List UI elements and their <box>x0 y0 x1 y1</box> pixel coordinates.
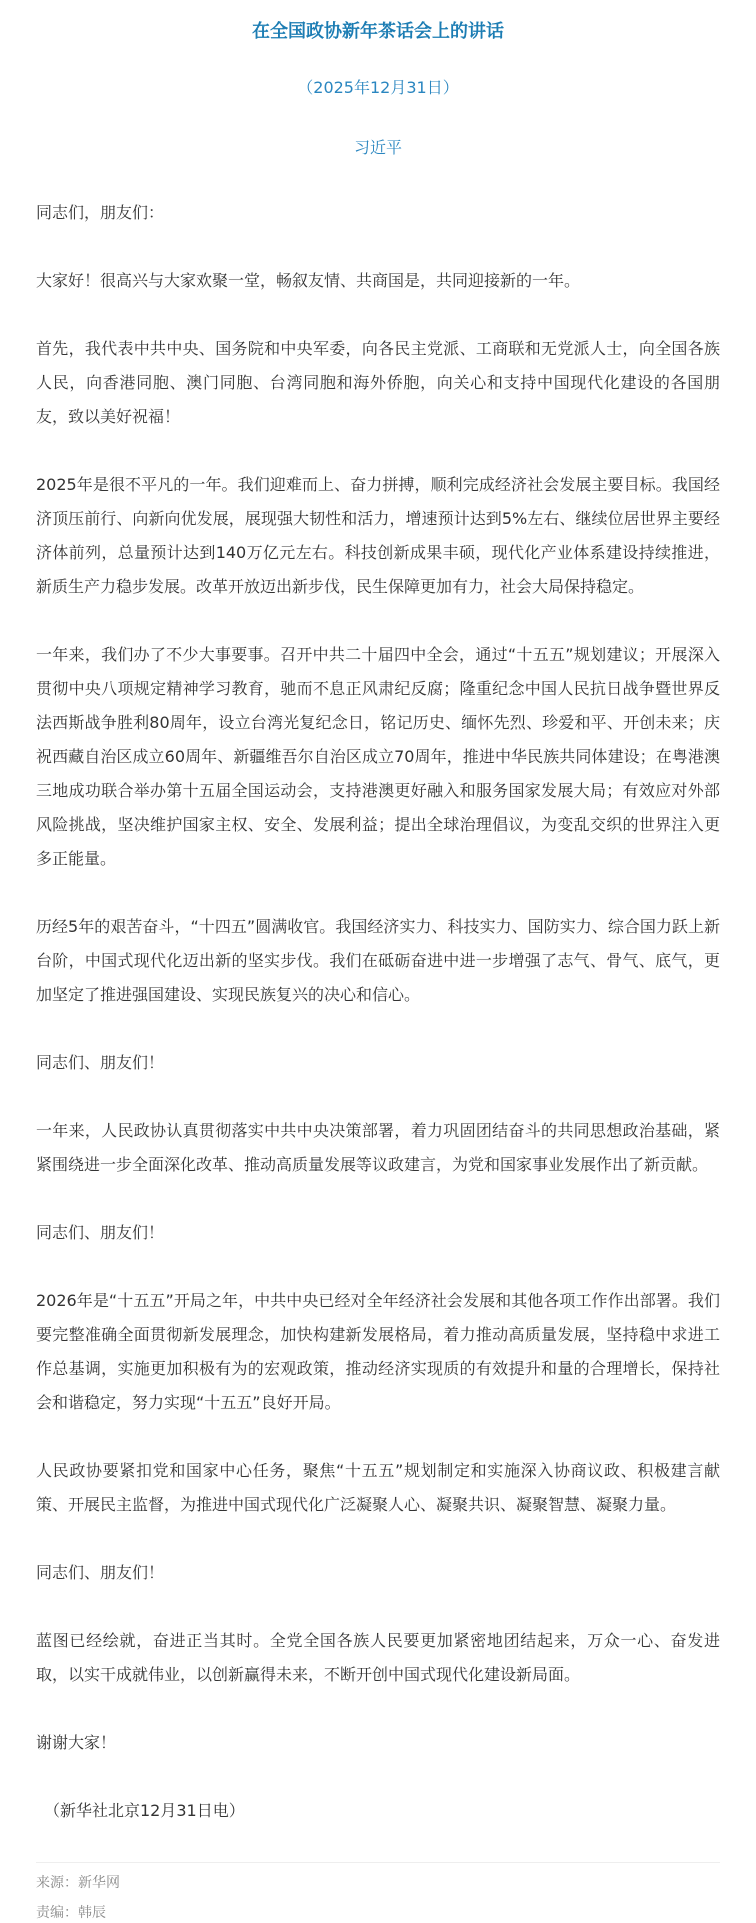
article-editor: 责编：韩辰 <box>36 1905 106 1921</box>
article-title: 在全国政协新年茶话会上的讲话 <box>252 21 504 42</box>
paragraph-wishes: 首先，我代表中共中央、国务院和中央军委，向各民主党派、工商联和无党派人士，向全国各族人民，向香港同胞、澳门同胞、台湾同胞和海外侨胞，向关心和支持中国现代化建设的各国朋友，致以美好祝福！ <box>36 339 720 426</box>
paragraph-greeting: 大家好！很高兴与大家欢聚一堂，畅叙友情、共商国是，共同迎接新的一年。 <box>36 271 581 290</box>
article-body <box>36 196 720 1828</box>
paragraph-thanks: 谢谢大家！ <box>36 1733 117 1752</box>
paragraph-cppcc-tasks: 人民政协要紧扣党和国家中心任务，聚焦“十五五”规划制定和实施深入协商议政、积极建言献策、开展民主监督，为推进中国式现代化广泛凝聚人心、凝聚共识、凝聚智慧、凝聚力量。 <box>36 1461 720 1514</box>
article-author: 习近平 <box>353 138 402 157</box>
paragraph-address-3: 同志们、朋友们！ <box>36 1563 165 1582</box>
article-dateline: （新华社北京12月31日电） <box>44 1801 245 1820</box>
paragraph-address-1: 同志们、朋友们！ <box>36 1053 165 1072</box>
paragraph-major-events: 一年来，我们办了不少大事要事。召开中共二十届四中全会，通过“十五五”规划建议；开展深入贯彻中央八项规定精神学习教育，驰而不息正风肃纪反腐；隆重纪念中国人民抗日战争暨世界反法西斯战争胜利80周年，设立台湾光复纪念日，铭记历史、缅怀先烈、珍爱和平、开创未来；庆祝西藏自治区成立60周年、新疆维吾尔自治区成立70周年，推进中华民族共同体建设；在粤港澳三地成功联合举办第十五届全国运动会，支持港澳更好融入和服务国家发展大局；有效应对外部风险挑战，坚决维护国家主权、安全、发展利益；提出全球治理倡议，为变乱交织的世界注入更多正能量。 <box>36 645 720 868</box>
article-date: （2025年12月31日） <box>297 78 459 97</box>
paragraph-2025-review: 2025年是很不平凡的一年。我们迎难而上、奋力拼搏，顺利完成经济社会发展主要目标。我国经济顶压前行、向新向优发展，展现强大韧性和活力，增速预计达到5%左右、继续位居世界主要经济体前列，总量预计达到140万亿元左右。科技创新成果丰硕，现代化产业体系建设持续推进，新质生产力稳步发展。改革开放迈出新步伐，民生保障更加有力，社会大局保持稳定。 <box>36 475 720 596</box>
footer-divider <box>36 1862 720 1863</box>
paragraph-salutation: 同志们，朋友们： <box>36 203 165 222</box>
paragraph-cppcc-work: 一年来，人民政协认真贯彻落实中共中央决策部署，着力巩固团结奋斗的共同思想政治基础，紧紧围绕进一步全面深化改革、推动高质量发展等议政建言，为党和国家事业发展作出了新贡献。 <box>36 1121 720 1174</box>
article-source: 来源：新华网 <box>36 1875 120 1891</box>
paragraph-address-2: 同志们、朋友们！ <box>36 1223 165 1242</box>
paragraph-2026-plan: 2026年是“十五五”开局之年，中共中央已经对全年经济社会发展和其他各项工作作出部署。我们要完整准确全面贯彻新发展理念，加快构建新发展格局，着力推动高质量发展，坚持稳中求进工作总基调，实施更加积极有为的宏观政策，推动经济实现质的有效提升和量的合理增长，保持社会和谐稳定，努力实现“十五五”良好开局。 <box>36 1291 720 1412</box>
paragraph-14th-plan: 历经5年的艰苦奋斗，“十四五”圆满收官。我国经济实力、科技实力、国防实力、综合国力跃上新台阶，中国式现代化迈出新的坚实步伐。我们在砥砺奋进中进一步增强了志气、骨气、底气，更加坚定了推进强国建设、实现民族复兴的决心和信心。 <box>36 917 720 1004</box>
paragraph-blueprint: 蓝图已经绘就，奋进正当其时。全党全国各族人民要更加紧密地团结起来，万众一心、奋发进取，以实干成就伟业，以创新赢得未来，不断开创中国式现代化建设新局面。 <box>36 1631 720 1684</box>
